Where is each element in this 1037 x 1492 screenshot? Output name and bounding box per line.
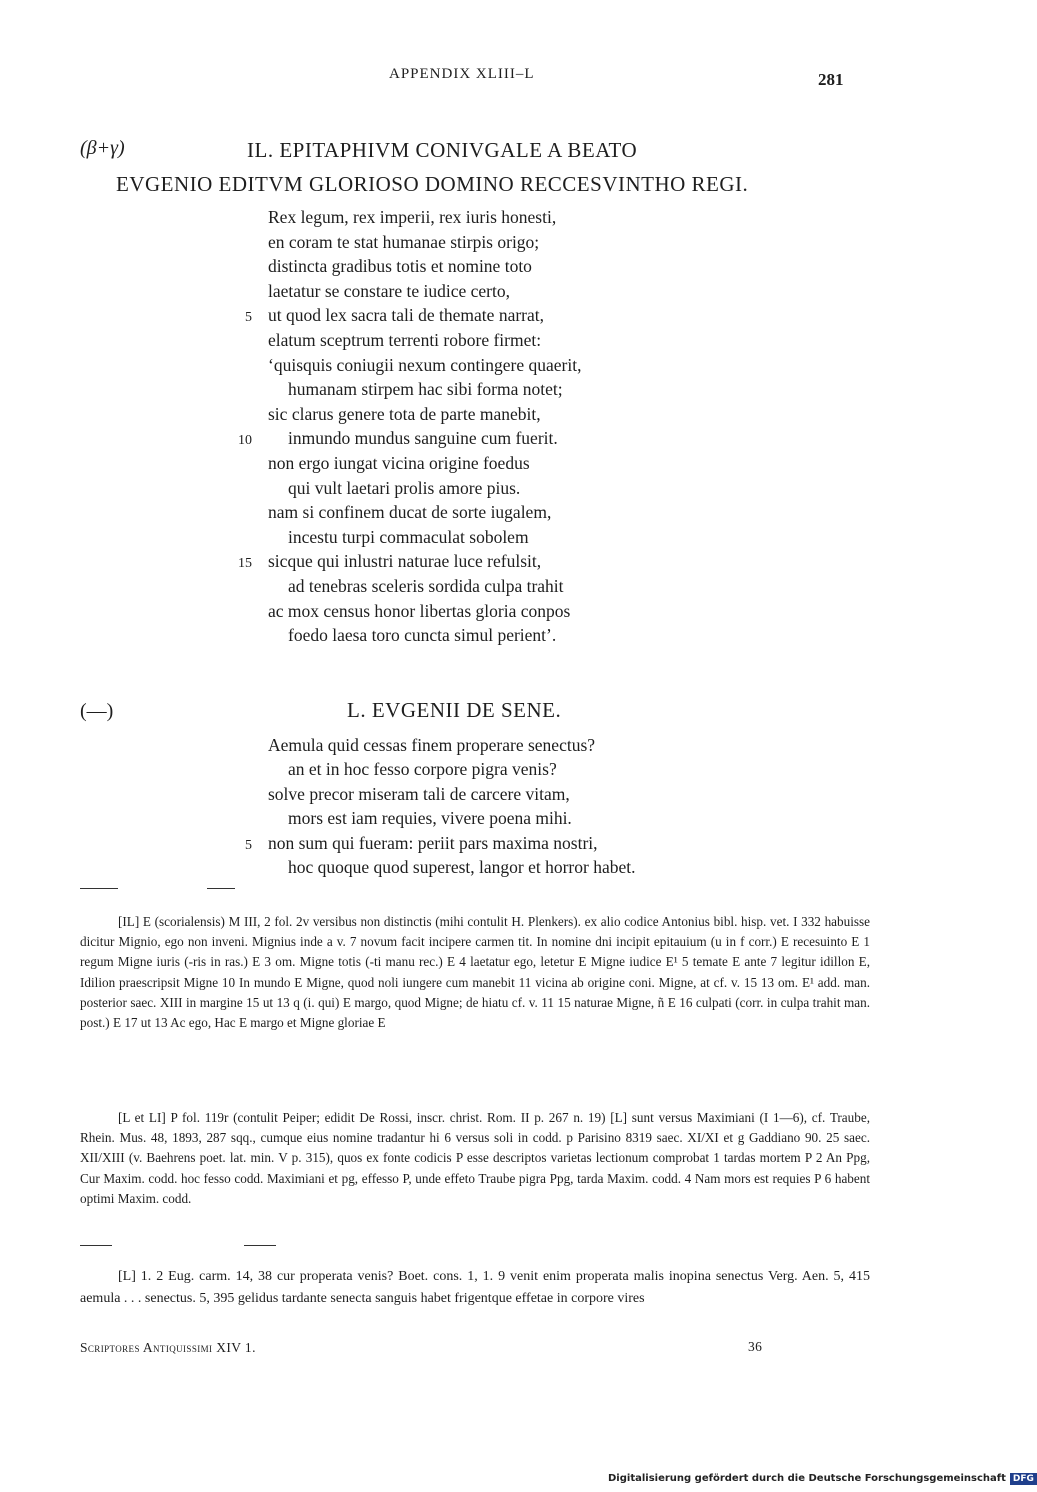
poem_il-verse-line: qui vult laetari prolis amore pius. xyxy=(288,477,521,498)
series-title: Scriptores Antiquissimi XIV 1. xyxy=(80,1340,256,1355)
apparatus-note-il-text: [IL] E (scorialensis) M III, 2 fol. 2v versibus non distinctis (mihi contulit H. Plenkers). ex alio codice Antonius bibl. hisp. vet. I 332 habuisse dicitur Mignio, ego non inveni. Mignius inde a v. 7 novum facit incipere carmen tit. In nomine dni incipit epitauium (u in f corr.) E recesuinto E 1 regum Migne iuris (-ris in ras.) E 3 om. Migne totis (-ti manu rec.) E 4 laetatur ego, letetur E Migne iudice E¹ 5 temate E ante 7 legitur idillon E, Idilion praescripsit Migne 10 In mundo E Migne, quod noli iungere cum manebit 11 vicina ab origine coni. Migne, at cf. v. 15 13 om. E¹ add. man. posterior saec. XIII in margine 15 ut 13 q (i. qui) E margo, quod Migne; de hiatu cf. v. 11 15 naturae Migne, ñ E 16 culpati (corr. in culpa trahit man. post.) E 17 ut 13 Ac ego, Hac E margo et Migne gloriae E xyxy=(80,914,870,1031)
poem_il-line-number: 10 xyxy=(238,433,252,449)
poem_il-verse-line: ad tenebras sceleris sordida culpa trahit xyxy=(288,576,564,596)
poem_il-line-number: 15 xyxy=(238,556,252,572)
poem-il-title-line1: IL. EPITAPHIVM CONIVGALE A BEATO xyxy=(247,138,638,162)
apparatus-note-l-li xyxy=(80,1108,870,1209)
signature-mark: 36 xyxy=(748,1339,763,1354)
separator-rule xyxy=(207,888,235,889)
poem_il-verse-line: sicque qui inlustri naturae luce refulsit, xyxy=(268,551,542,572)
poem_l-line-number: 5 xyxy=(245,837,252,853)
poem_il-verse-line: laetatur se constare te iudice certo, xyxy=(268,280,510,301)
separator-rule xyxy=(80,888,118,889)
poem_il-verse-line: ut quod lex sacra tali de themate narrat, xyxy=(268,305,544,326)
poem_il-verse-line: incestu turpi commaculat sobolem xyxy=(288,526,529,547)
poem_l-verse-line: hoc quoque quod superest, langor et horror habet. xyxy=(288,857,636,877)
poem_il-verse-line: sic clarus genere tota de parte manebit, xyxy=(268,403,541,424)
poem_l-verse-line: an et in hoc fesso corpore pigra venis? xyxy=(288,759,557,780)
poem_il-verse-line: foedo laesa toro cuncta simul perient’. xyxy=(288,625,557,646)
poem_l-verse-line: solve precor miseram tali de carcere vitam, xyxy=(268,783,570,804)
poem_il-verse-line: elatum sceptrum terrenti robore firmet: xyxy=(268,330,542,350)
poem_il-verse-line: inmundo mundus sanguine cum fuerit. xyxy=(288,428,558,449)
poem_l-verse-line: non sum qui fueram: periit pars maxima nostri, xyxy=(268,832,598,853)
poem_il-line-number: 5 xyxy=(245,310,252,326)
poem_il-verse-line: Rex legum, rex imperii, rex iuris honesti, xyxy=(268,207,557,227)
poem_l-verse-line: Aemula quid cessas finem properare senectus? xyxy=(268,735,596,755)
apparatus-note-il xyxy=(80,912,870,1033)
separator-rule xyxy=(244,1245,276,1246)
dfg-credit xyxy=(608,1473,1037,1485)
poem_il-verse-line: distincta gradibus totis et nomine toto xyxy=(268,256,532,277)
poem_il-verse-line: humanam stirpem hac sibi forma notet; xyxy=(288,379,563,400)
poem-il-title-line2: EVGENIO EDITVM GLORIOSO DOMINO RECCESVINTHO REGI. xyxy=(116,172,749,196)
poem-il-siglum: (β+γ) xyxy=(80,137,125,159)
poem_il-verse-line: nam si confinem ducat de sorte iugalem, xyxy=(268,502,552,523)
poem_il-verse-line: ‘quisquis coniugii nexum contingere quaerit, xyxy=(268,354,582,375)
sources-note xyxy=(80,1266,870,1309)
poem_il-verse-line: ac mox census honor libertas gloria conpos xyxy=(268,600,571,621)
sources-note-text: [L] 1. 2 Eug. carm. 14, 38 cur properata venis? Boet. cons. 1, 1. 9 venit enim properata malis inopina senectus Verg. Aen. 5, 415 aemula . . . senectus. 5, 395 gelidus tardante senecta sanguis habet frigentque effetae in corpore vires xyxy=(80,1269,870,1306)
poem_il-verse-line: en coram te stat humanae stirpis origo; xyxy=(268,231,540,252)
poem_l-verse-line: mors est iam requies, vivere poena mihi. xyxy=(288,808,572,829)
page-number: 281 xyxy=(818,70,844,89)
separator-rule xyxy=(80,1245,112,1246)
dfg-credit-text: Digitalisierung gefördert durch die Deutsche Forschungsgemeinschaft xyxy=(608,1473,1006,1484)
apparatus-note-l-li-text: [L et LI] P fol. 119r (contulit Peiper; edidit De Rossi, inscr. christ. Rom. II p. 267 n. 19) [L] sunt versus Maximiani (I 1—6), cf. Traube, Rhein. Mus. 48, 1893, 287 sqq., cumque eius nomine tradantur hi 6 versus soli in codd. p Parisino 8319 saec. XI/XI et g Gaddiano 90. 25 saec. XII/XIII (v. Baehrens poet. lat. min. V p. 315), quos ex fonte codicis P esse descriptos varietas lectionum comprobat 1 tardas mortem P 2 An Ppg, Cur Maxim. codd. hoc fesso codd. Maximiani et pg, effesso P, unde effeto Traube pigra Ppg, tarda Maxim. codd. 4 Nam mors est requies P 6 habent optimi Maxim. codd. xyxy=(80,1110,870,1206)
dfg-logo: DFG xyxy=(1010,1473,1037,1485)
poem-l-title: L. EVGENII DE SENE. xyxy=(347,698,562,722)
running-title: APPENDIX XLIII–L xyxy=(389,66,535,82)
poem-l-siglum: (—) xyxy=(80,700,114,722)
poem_il-verse-line: non ergo iungat vicina origine foedus xyxy=(268,453,530,473)
